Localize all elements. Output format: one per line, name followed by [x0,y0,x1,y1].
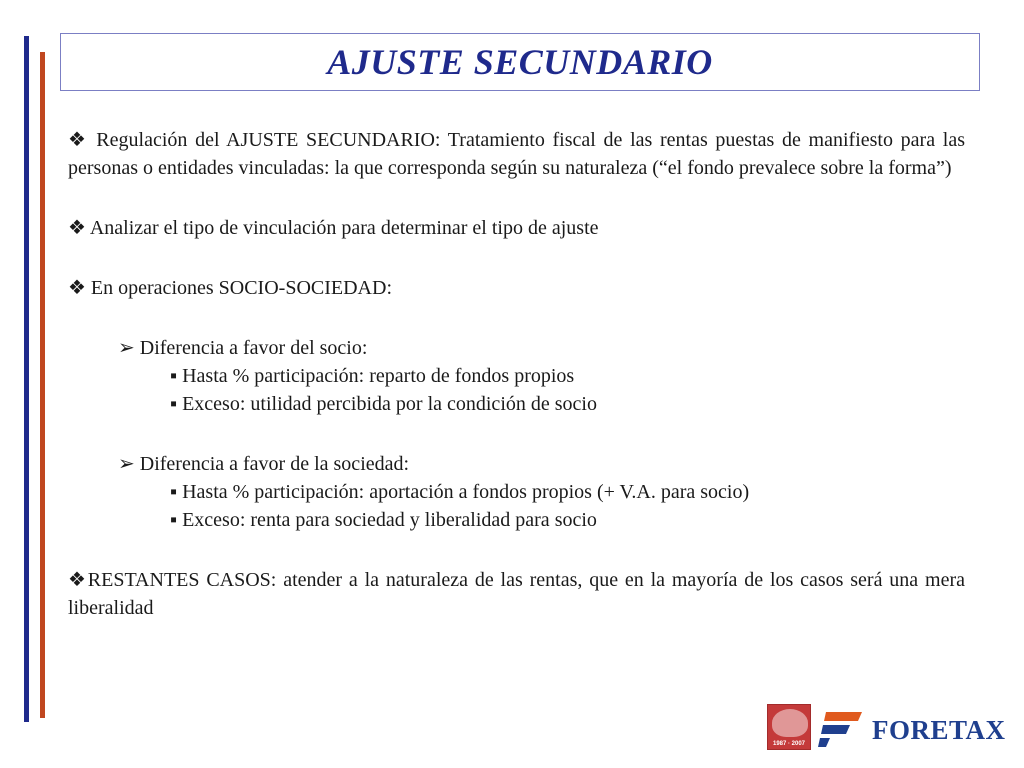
seal-emblem-icon [772,709,808,737]
bullet-operaciones: ❖ En operaciones SOCIO-SOCIEDAD: [68,277,392,299]
slide-title: AJUSTE SECUNDARIO [327,42,713,82]
sub-sub-bullet-sociedad-exceso: ▪ Exceso: renta para sociedad y liberalidad para socio [170,509,597,531]
foretax-logo-text: FORETAX [872,715,1006,745]
seal-years-text: 1987 · 2007 [772,741,806,747]
title-box [60,33,980,91]
slide-content [68,126,965,622]
sub-bullet-socio: ➢ Diferencia a favor del socio: [118,337,368,359]
bullet-regulacion: ❖ Regulación del AJUSTE SECUNDARIO: Tratamiento fiscal de las rentas puestas de manifiesto para las personas o entidades vinculadas: la que corresponda según su naturaleza (“el fondo prevalece sobre la forma”) [68,129,965,179]
sub-sub-bullet-sociedad-hasta: ▪ Hasta % participación: aportación a fondos propios (+ V.A. para socio) [170,481,750,503]
left-accent-bar-blue [24,36,29,722]
left-accent-bar-red [40,52,45,718]
bullet-restantes: ❖RESTANTES CASOS: atender a la naturaleza de las rentas, que en la mayoría de los casos será una mera liberalidad [68,569,965,619]
bullet-analizar: ❖ Analizar el tipo de vinculación para determinar el tipo de ajuste [68,217,599,239]
sub-bullet-sociedad: ➢ Diferencia a favor de la sociedad: [118,453,410,475]
sub-sub-bullet-socio-exceso: ▪ Exceso: utilidad percibida por la condición de socio [170,393,597,415]
foretax-f-icon [816,706,864,750]
sub-sub-bullet-socio-hasta: ▪ Hasta % participación: reparto de fondos propios [170,365,575,387]
anniversary-seal-logo [767,704,811,750]
